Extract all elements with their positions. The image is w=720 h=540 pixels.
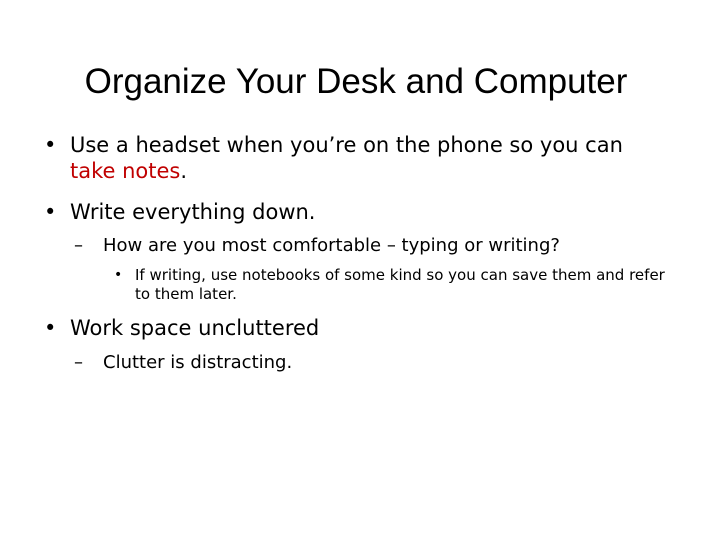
sub-sub-bullet-notebooks: If writing, use notebooks of some kind so you can save them and refer to them later. (135, 266, 665, 303)
sub-bullet-comfortable: How are you most comfortable – typing or writing? (103, 235, 560, 256)
sub-bullet-marker: – (74, 352, 83, 373)
sub-sub-bullet-marker: • (114, 267, 123, 283)
bullet-marker: • (44, 133, 57, 157)
bullet-headset-text: Use a headset when you’re on the phone so you can (70, 133, 623, 157)
bullet-headset-period: . (180, 159, 188, 183)
bullet-headset-highlight: take notes (70, 159, 181, 183)
bullet-headset (70, 132, 680, 184)
sub-bullet-marker: – (74, 235, 83, 256)
sub-bullet-clutter: Clutter is distracting. (103, 352, 293, 373)
bullet-write-down: Write everything down. (70, 200, 316, 224)
slide-title: Organize Your Desk and Computer (84, 62, 628, 101)
bullet-marker: • (44, 200, 57, 224)
bullet-workspace: Work space uncluttered (70, 316, 320, 340)
bullet-marker: • (44, 316, 57, 340)
